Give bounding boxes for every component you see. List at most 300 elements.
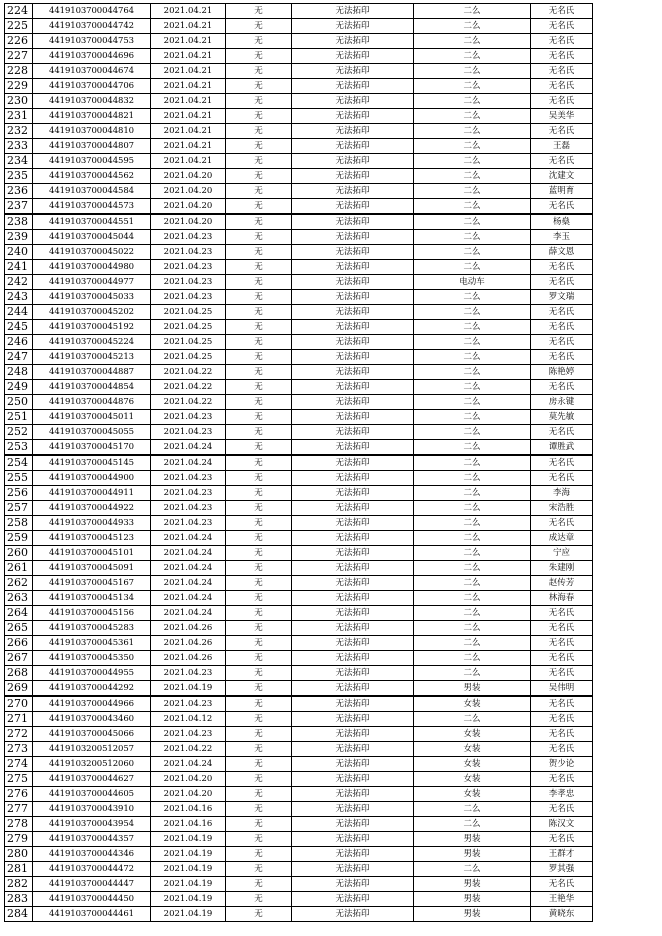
vehicle-type-cell: 女装 — [414, 787, 531, 802]
id-number-cell: 4419103700044933 — [33, 516, 151, 531]
plate-cell: 无 — [226, 79, 292, 94]
table-row — [5, 501, 593, 516]
id-number-cell: 4419103700044911 — [33, 486, 151, 501]
owner-name-cell: 宋浩胜 — [531, 501, 593, 516]
vehicle-type-cell: 二么 — [414, 651, 531, 666]
table-row — [5, 410, 593, 425]
owner-name-cell: 无名氏 — [531, 742, 593, 757]
date-cell: 2021.04.21 — [151, 94, 226, 109]
print-status-cell: 无法拓印 — [292, 681, 414, 697]
row-index: 233 — [5, 139, 33, 154]
table-row — [5, 892, 593, 907]
table-row — [5, 621, 593, 636]
print-status-cell: 无法拓印 — [292, 591, 414, 606]
row-index: 243 — [5, 290, 33, 305]
owner-name-cell: 无名氏 — [531, 455, 593, 471]
id-number-cell: 4419103700044447 — [33, 877, 151, 892]
owner-name-cell: 无名氏 — [531, 380, 593, 395]
id-number-cell: 4419103700044821 — [33, 109, 151, 124]
id-number-cell: 4419103700044696 — [33, 49, 151, 64]
print-status-cell: 无法拓印 — [292, 49, 414, 64]
id-number-cell: 4419103700045350 — [33, 651, 151, 666]
row-index: 231 — [5, 109, 33, 124]
table-row — [5, 651, 593, 666]
vehicle-type-cell: 二么 — [414, 34, 531, 49]
vehicle-type-cell: 二么 — [414, 410, 531, 425]
date-cell: 2021.04.23 — [151, 696, 226, 712]
table-row — [5, 862, 593, 877]
vehicle-type-cell: 二么 — [414, 4, 531, 19]
plate-cell: 无 — [226, 516, 292, 531]
row-index: 239 — [5, 230, 33, 245]
vehicle-type-cell: 女装 — [414, 772, 531, 787]
plate-cell: 无 — [226, 245, 292, 260]
plate-cell: 无 — [226, 350, 292, 365]
id-number-cell: 4419103700044876 — [33, 395, 151, 410]
row-index: 256 — [5, 486, 33, 501]
print-status-cell: 无法拓印 — [292, 877, 414, 892]
table-row — [5, 666, 593, 681]
id-number-cell: 4419103700044461 — [33, 907, 151, 922]
vehicle-type-cell: 二么 — [414, 184, 531, 199]
date-cell: 2021.04.23 — [151, 516, 226, 531]
plate-cell: 无 — [226, 651, 292, 666]
row-index: 245 — [5, 320, 33, 335]
plate-cell: 无 — [226, 124, 292, 139]
id-number-cell: 4419103700043910 — [33, 802, 151, 817]
table-row — [5, 350, 593, 365]
owner-name-cell: 无名氏 — [531, 606, 593, 621]
print-status-cell: 无法拓印 — [292, 410, 414, 425]
plate-cell: 无 — [226, 154, 292, 169]
row-index: 259 — [5, 531, 33, 546]
id-number-cell: 4419103700045192 — [33, 320, 151, 335]
row-index: 265 — [5, 621, 33, 636]
date-cell: 2021.04.21 — [151, 64, 226, 79]
table-row — [5, 907, 593, 922]
owner-name-cell: 无名氏 — [531, 305, 593, 320]
print-status-cell: 无法拓印 — [292, 230, 414, 245]
table-row — [5, 94, 593, 109]
owner-name-cell: 吴伟明 — [531, 681, 593, 697]
table-row — [5, 260, 593, 275]
row-index: 249 — [5, 380, 33, 395]
print-status-cell: 无法拓印 — [292, 576, 414, 591]
plate-cell: 无 — [226, 591, 292, 606]
id-number-cell: 4419103700044810 — [33, 124, 151, 139]
table-row — [5, 184, 593, 199]
vehicle-type-cell: 男装 — [414, 847, 531, 862]
date-cell: 2021.04.23 — [151, 260, 226, 275]
id-number-cell: 4419103200512060 — [33, 757, 151, 772]
row-index: 277 — [5, 802, 33, 817]
table-row — [5, 757, 593, 772]
date-cell: 2021.04.19 — [151, 847, 226, 862]
vehicle-type-cell: 二么 — [414, 380, 531, 395]
owner-name-cell: 贺少论 — [531, 757, 593, 772]
id-number-cell: 4419103700044562 — [33, 169, 151, 184]
date-cell: 2021.04.24 — [151, 455, 226, 471]
plate-cell: 无 — [226, 19, 292, 34]
vehicle-type-cell: 二么 — [414, 817, 531, 832]
row-index: 240 — [5, 245, 33, 260]
print-status-cell: 无法拓印 — [292, 380, 414, 395]
table-row — [5, 395, 593, 410]
print-status-cell: 无法拓印 — [292, 471, 414, 486]
table-row — [5, 772, 593, 787]
plate-cell: 无 — [226, 139, 292, 154]
owner-name-cell: 谭胜武 — [531, 440, 593, 456]
owner-name-cell: 莫先敏 — [531, 410, 593, 425]
print-status-cell: 无法拓印 — [292, 787, 414, 802]
id-number-cell: 4419103700044584 — [33, 184, 151, 199]
table-row — [5, 606, 593, 621]
print-status-cell: 无法拓印 — [292, 666, 414, 681]
id-number-cell: 4419103700045213 — [33, 350, 151, 365]
print-status-cell: 无法拓印 — [292, 772, 414, 787]
row-index: 236 — [5, 184, 33, 199]
plate-cell: 无 — [226, 380, 292, 395]
date-cell: 2021.04.23 — [151, 275, 226, 290]
owner-name-cell: 无名氏 — [531, 636, 593, 651]
print-status-cell: 无法拓印 — [292, 320, 414, 335]
date-cell: 2021.04.19 — [151, 877, 226, 892]
date-cell: 2021.04.23 — [151, 666, 226, 681]
table-row — [5, 486, 593, 501]
plate-cell: 无 — [226, 636, 292, 651]
plate-cell: 无 — [226, 395, 292, 410]
table-row — [5, 245, 593, 260]
print-status-cell: 无法拓印 — [292, 757, 414, 772]
plate-cell: 无 — [226, 410, 292, 425]
plate-cell: 无 — [226, 907, 292, 922]
print-status-cell: 无法拓印 — [292, 742, 414, 757]
vehicle-type-cell: 女装 — [414, 742, 531, 757]
owner-name-cell: 无名氏 — [531, 94, 593, 109]
owner-name-cell: 无名氏 — [531, 666, 593, 681]
row-index: 271 — [5, 712, 33, 727]
table-row — [5, 109, 593, 124]
id-number-cell: 4419103700044977 — [33, 275, 151, 290]
row-index: 257 — [5, 501, 33, 516]
print-status-cell: 无法拓印 — [292, 561, 414, 576]
owner-name-cell: 无名氏 — [531, 260, 593, 275]
plate-cell: 无 — [226, 757, 292, 772]
id-number-cell: 4419103700044854 — [33, 380, 151, 395]
id-number-cell: 4419103700044706 — [33, 79, 151, 94]
vehicle-type-cell: 二么 — [414, 124, 531, 139]
table-row — [5, 576, 593, 591]
plate-cell: 无 — [226, 214, 292, 230]
table-row — [5, 591, 593, 606]
id-number-cell: 4419103700045170 — [33, 440, 151, 456]
owner-name-cell: 罗其强 — [531, 862, 593, 877]
date-cell: 2021.04.16 — [151, 817, 226, 832]
owner-name-cell: 黄晓东 — [531, 907, 593, 922]
plate-cell: 无 — [226, 546, 292, 561]
table-row — [5, 425, 593, 440]
plate-cell: 无 — [226, 230, 292, 245]
date-cell: 2021.04.24 — [151, 757, 226, 772]
owner-name-cell: 吴美华 — [531, 109, 593, 124]
vehicle-type-cell: 男装 — [414, 877, 531, 892]
id-number-cell: 4419103700044742 — [33, 19, 151, 34]
vehicle-type-cell: 二么 — [414, 576, 531, 591]
vehicle-type-cell: 男装 — [414, 907, 531, 922]
row-index: 274 — [5, 757, 33, 772]
id-number-cell: 4419103700045055 — [33, 425, 151, 440]
table-row — [5, 4, 593, 19]
vehicle-type-cell: 二么 — [414, 260, 531, 275]
id-number-cell: 4419103700045202 — [33, 305, 151, 320]
date-cell: 2021.04.19 — [151, 832, 226, 847]
owner-name-cell: 无名氏 — [531, 471, 593, 486]
id-number-cell: 4419103700044980 — [33, 260, 151, 275]
owner-name-cell: 无名氏 — [531, 4, 593, 19]
row-index: 282 — [5, 877, 33, 892]
print-status-cell: 无法拓印 — [292, 365, 414, 380]
id-number-cell: 4419103700045167 — [33, 576, 151, 591]
date-cell: 2021.04.21 — [151, 154, 226, 169]
records-body — [5, 4, 593, 922]
print-status-cell: 无法拓印 — [292, 862, 414, 877]
print-status-cell: 无法拓印 — [292, 260, 414, 275]
date-cell: 2021.04.25 — [151, 320, 226, 335]
print-status-cell: 无法拓印 — [292, 4, 414, 19]
table-row — [5, 727, 593, 742]
plate-cell: 无 — [226, 576, 292, 591]
table-row — [5, 516, 593, 531]
date-cell: 2021.04.21 — [151, 109, 226, 124]
table-row — [5, 380, 593, 395]
vehicle-type-cell: 二么 — [414, 591, 531, 606]
date-cell: 2021.04.21 — [151, 79, 226, 94]
owner-name-cell: 无名氏 — [531, 832, 593, 847]
owner-name-cell: 无名氏 — [531, 124, 593, 139]
print-status-cell: 无法拓印 — [292, 907, 414, 922]
owner-name-cell: 王群才 — [531, 847, 593, 862]
owner-name-cell: 房永键 — [531, 395, 593, 410]
print-status-cell: 无法拓印 — [292, 395, 414, 410]
vehicle-type-cell: 二么 — [414, 214, 531, 230]
row-index: 255 — [5, 471, 33, 486]
id-number-cell: 4419103700045044 — [33, 230, 151, 245]
vehicle-type-cell: 二么 — [414, 712, 531, 727]
row-index: 244 — [5, 305, 33, 320]
date-cell: 2021.04.24 — [151, 591, 226, 606]
table-row — [5, 34, 593, 49]
print-status-cell: 无法拓印 — [292, 531, 414, 546]
owner-name-cell: 无名氏 — [531, 34, 593, 49]
print-status-cell: 无法拓印 — [292, 335, 414, 350]
vehicle-type-cell: 二么 — [414, 79, 531, 94]
plate-cell: 无 — [226, 862, 292, 877]
row-index: 278 — [5, 817, 33, 832]
owner-name-cell: 宁应 — [531, 546, 593, 561]
row-index: 267 — [5, 651, 33, 666]
row-index: 237 — [5, 199, 33, 215]
print-status-cell: 无法拓印 — [292, 19, 414, 34]
id-number-cell: 4419103700044292 — [33, 681, 151, 697]
id-number-cell: 4419103700045033 — [33, 290, 151, 305]
print-status-cell: 无法拓印 — [292, 440, 414, 456]
row-index: 241 — [5, 260, 33, 275]
row-index: 234 — [5, 154, 33, 169]
plate-cell: 无 — [226, 335, 292, 350]
vehicle-type-cell: 二么 — [414, 154, 531, 169]
row-index: 238 — [5, 214, 33, 230]
plate-cell: 无 — [226, 109, 292, 124]
vehicle-type-cell: 二么 — [414, 94, 531, 109]
id-number-cell: 4419103700044955 — [33, 666, 151, 681]
plate-cell: 无 — [226, 199, 292, 215]
print-status-cell: 无法拓印 — [292, 214, 414, 230]
plate-cell: 无 — [226, 440, 292, 456]
vehicle-type-cell: 二么 — [414, 440, 531, 456]
table-row — [5, 64, 593, 79]
print-status-cell: 无法拓印 — [292, 486, 414, 501]
vehicle-type-cell: 二么 — [414, 471, 531, 486]
row-index: 228 — [5, 64, 33, 79]
owner-name-cell: 朱建刚 — [531, 561, 593, 576]
print-status-cell: 无法拓印 — [292, 64, 414, 79]
vehicle-type-cell: 二么 — [414, 425, 531, 440]
print-status-cell: 无法拓印 — [292, 501, 414, 516]
date-cell: 2021.04.19 — [151, 907, 226, 922]
vehicle-type-cell: 二么 — [414, 64, 531, 79]
vehicle-type-cell: 二么 — [414, 305, 531, 320]
vehicle-type-cell: 二么 — [414, 546, 531, 561]
print-status-cell: 无法拓印 — [292, 305, 414, 320]
print-status-cell: 无法拓印 — [292, 696, 414, 712]
row-index: 269 — [5, 681, 33, 697]
print-status-cell: 无法拓印 — [292, 34, 414, 49]
table-row — [5, 546, 593, 561]
date-cell: 2021.04.20 — [151, 787, 226, 802]
date-cell: 2021.04.23 — [151, 410, 226, 425]
owner-name-cell: 无名氏 — [531, 877, 593, 892]
row-index: 264 — [5, 606, 33, 621]
table-row — [5, 531, 593, 546]
vehicle-type-cell: 二么 — [414, 109, 531, 124]
print-status-cell: 无法拓印 — [292, 892, 414, 907]
id-number-cell: 4419103700045361 — [33, 636, 151, 651]
plate-cell: 无 — [226, 847, 292, 862]
owner-name-cell: 杨燊 — [531, 214, 593, 230]
id-number-cell: 4419103700045145 — [33, 455, 151, 471]
print-status-cell: 无法拓印 — [292, 184, 414, 199]
row-index: 273 — [5, 742, 33, 757]
owner-name-cell: 无名氏 — [531, 516, 593, 531]
plate-cell: 无 — [226, 94, 292, 109]
date-cell: 2021.04.23 — [151, 230, 226, 245]
id-number-cell: 4419103700045101 — [33, 546, 151, 561]
id-number-cell: 4419103700044807 — [33, 139, 151, 154]
table-row — [5, 275, 593, 290]
vehicle-type-cell: 二么 — [414, 636, 531, 651]
table-row — [5, 742, 593, 757]
plate-cell: 无 — [226, 34, 292, 49]
id-number-cell: 4419103700044450 — [33, 892, 151, 907]
vehicle-type-cell: 二么 — [414, 365, 531, 380]
plate-cell: 无 — [226, 666, 292, 681]
owner-name-cell: 李玉 — [531, 230, 593, 245]
records-table — [4, 3, 593, 922]
owner-name-cell: 无名氏 — [531, 425, 593, 440]
vehicle-type-cell: 二么 — [414, 621, 531, 636]
row-index: 268 — [5, 666, 33, 681]
print-status-cell: 无法拓印 — [292, 606, 414, 621]
plate-cell: 无 — [226, 832, 292, 847]
id-number-cell: 4419103700044551 — [33, 214, 151, 230]
vehicle-type-cell: 二么 — [414, 335, 531, 350]
vehicle-type-cell: 二么 — [414, 531, 531, 546]
row-index: 276 — [5, 787, 33, 802]
owner-name-cell: 无名氏 — [531, 350, 593, 365]
table-row — [5, 802, 593, 817]
owner-name-cell: 陈艳婷 — [531, 365, 593, 380]
table-row — [5, 787, 593, 802]
print-status-cell: 无法拓印 — [292, 651, 414, 666]
id-number-cell: 4419103700044753 — [33, 34, 151, 49]
vehicle-type-cell: 二么 — [414, 19, 531, 34]
table-row — [5, 561, 593, 576]
date-cell: 2021.04.23 — [151, 486, 226, 501]
vehicle-type-cell: 二么 — [414, 320, 531, 335]
plate-cell: 无 — [226, 260, 292, 275]
owner-name-cell: 无名氏 — [531, 772, 593, 787]
owner-name-cell: 无名氏 — [531, 199, 593, 215]
vehicle-type-cell: 女装 — [414, 696, 531, 712]
date-cell: 2021.04.23 — [151, 501, 226, 516]
plate-cell: 无 — [226, 290, 292, 305]
table-row — [5, 49, 593, 64]
owner-name-cell: 陈汉文 — [531, 817, 593, 832]
plate-cell: 无 — [226, 501, 292, 516]
vehicle-type-cell: 男装 — [414, 892, 531, 907]
table-row — [5, 440, 593, 456]
id-number-cell: 4419103700044674 — [33, 64, 151, 79]
plate-cell: 无 — [226, 486, 292, 501]
table-row — [5, 455, 593, 471]
row-index: 226 — [5, 34, 33, 49]
plate-cell: 无 — [226, 727, 292, 742]
owner-name-cell: 罗文瑞 — [531, 290, 593, 305]
date-cell: 2021.04.16 — [151, 802, 226, 817]
row-index: 283 — [5, 892, 33, 907]
plate-cell: 无 — [226, 471, 292, 486]
table-row — [5, 817, 593, 832]
table-row — [5, 214, 593, 230]
plate-cell: 无 — [226, 817, 292, 832]
print-status-cell: 无法拓印 — [292, 802, 414, 817]
print-status-cell: 无法拓印 — [292, 832, 414, 847]
print-status-cell: 无法拓印 — [292, 817, 414, 832]
owner-name-cell: 成达章 — [531, 531, 593, 546]
id-number-cell: 4419103700044887 — [33, 365, 151, 380]
date-cell: 2021.04.22 — [151, 365, 226, 380]
plate-cell: 无 — [226, 305, 292, 320]
date-cell: 2021.04.24 — [151, 531, 226, 546]
table-row — [5, 681, 593, 697]
id-number-cell: 4419103700044900 — [33, 471, 151, 486]
table-row — [5, 19, 593, 34]
print-status-cell: 无法拓印 — [292, 712, 414, 727]
date-cell: 2021.04.19 — [151, 892, 226, 907]
vehicle-type-cell: 二么 — [414, 802, 531, 817]
owner-name-cell: 无名氏 — [531, 64, 593, 79]
date-cell: 2021.04.24 — [151, 606, 226, 621]
